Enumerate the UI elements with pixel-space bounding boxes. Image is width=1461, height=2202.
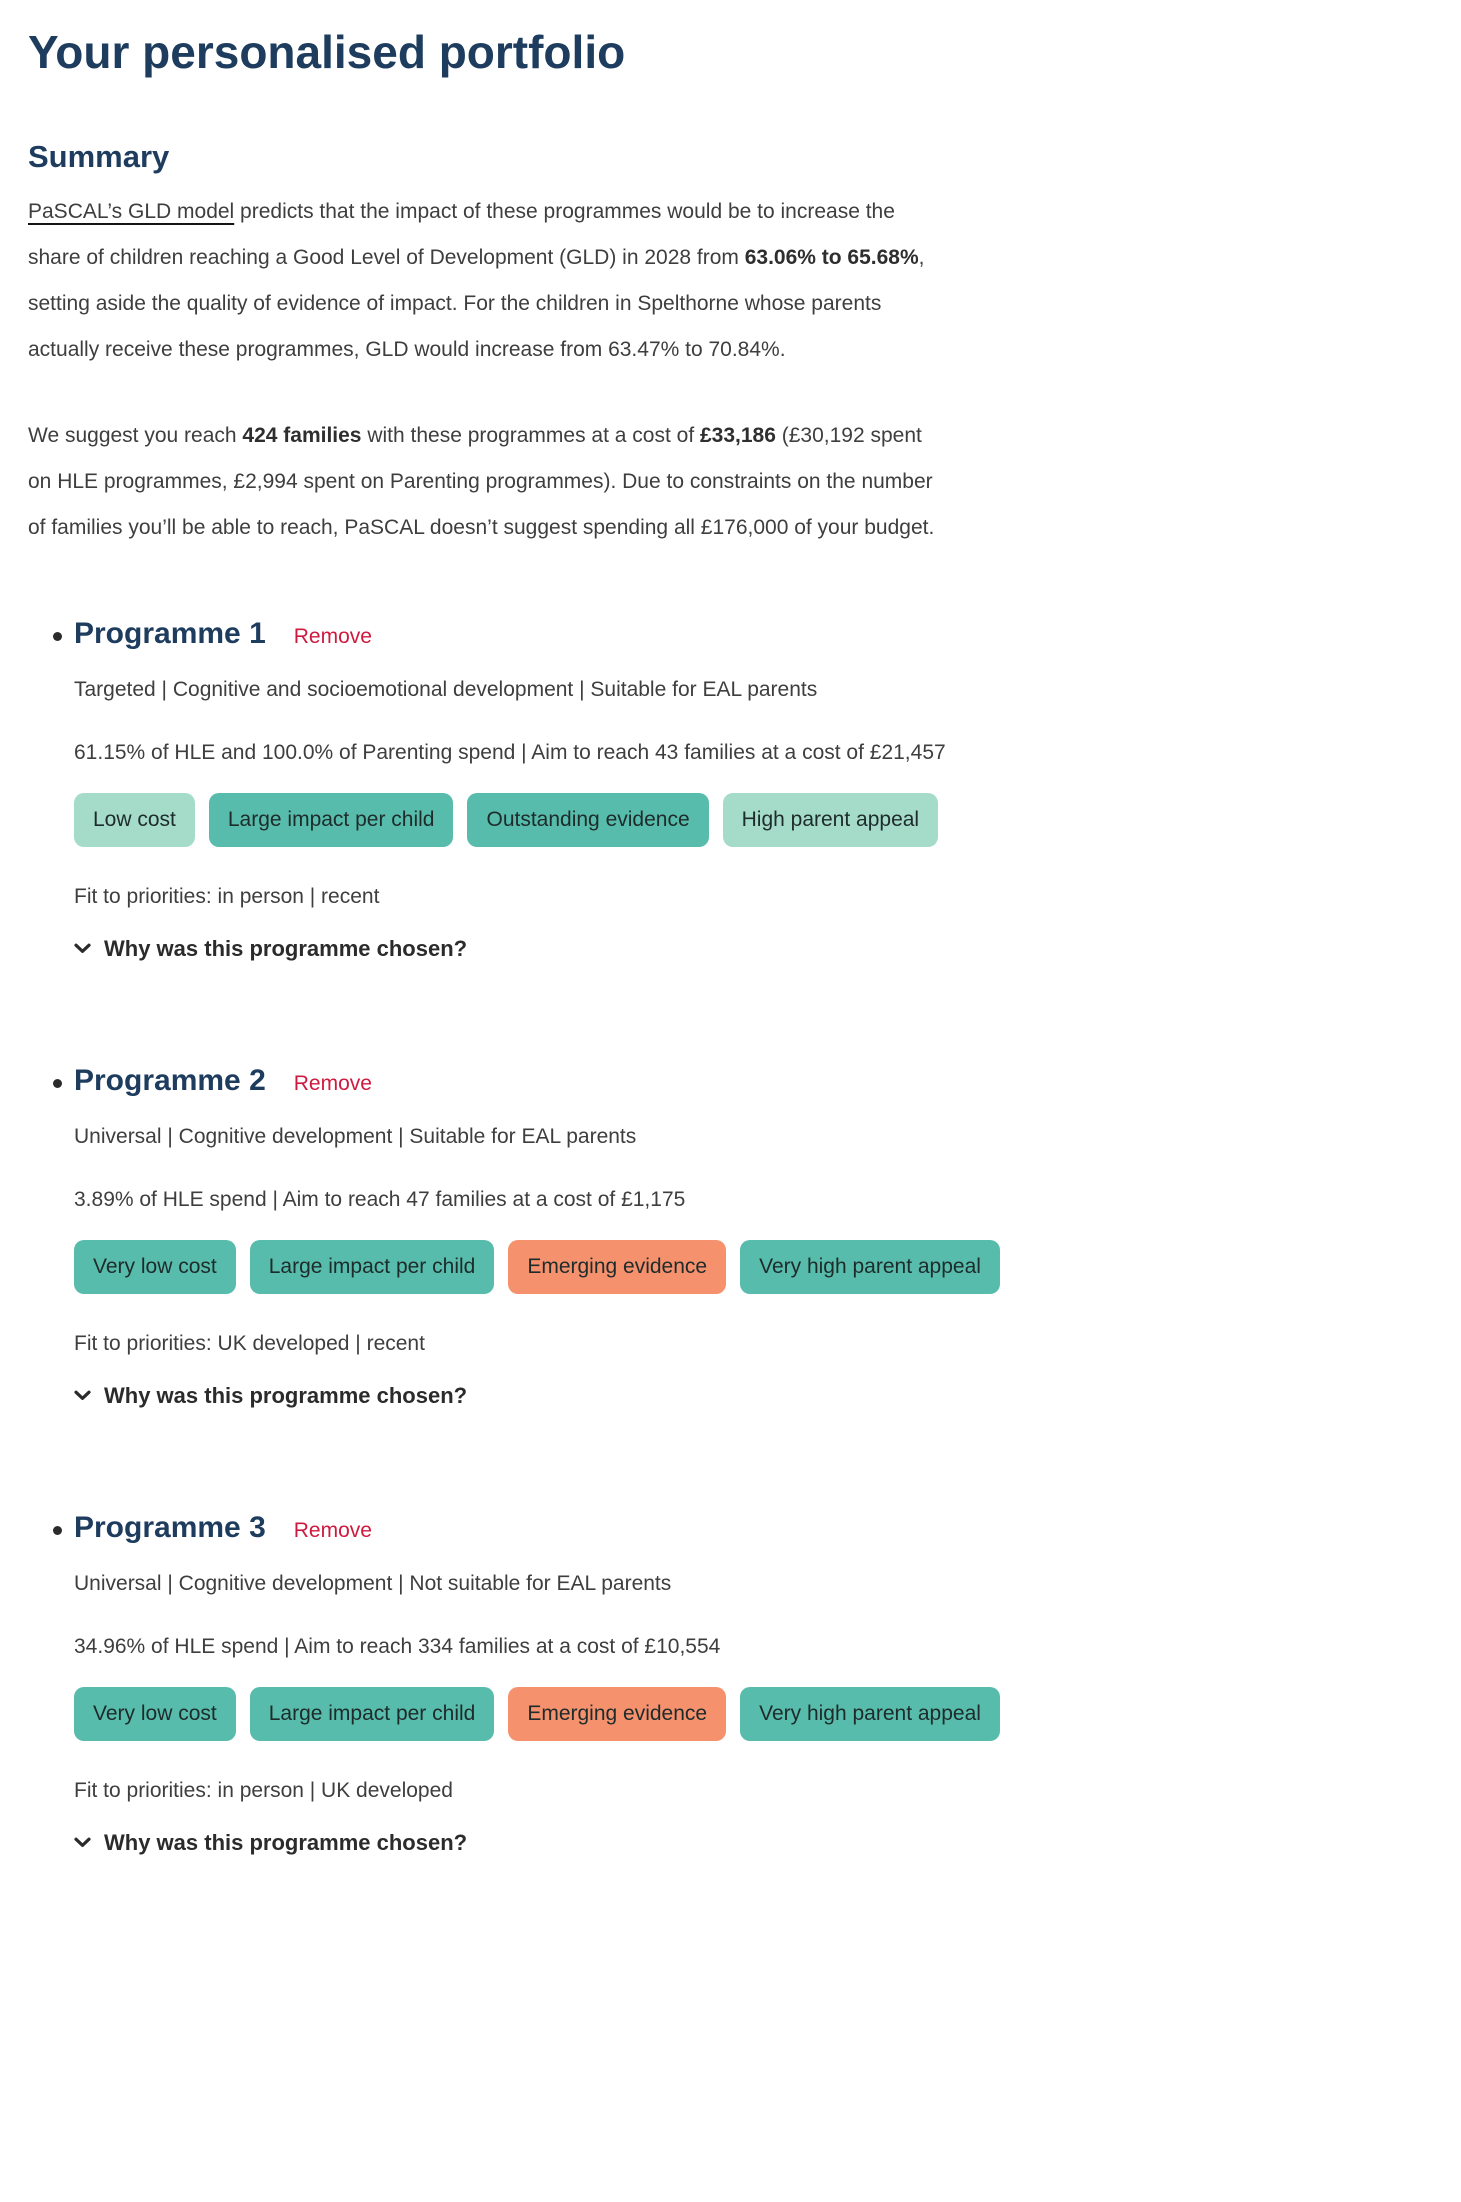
appeal-badge: Very high parent appeal <box>740 1240 1000 1294</box>
summary-text: predicts that the impact of these programmes would be to increase the share of children reaching a Good Level of Development (GLD) in 2028 from <box>28 199 895 269</box>
summary-text: We suggest you reach <box>28 423 243 447</box>
evidence-badge: Emerging evidence <box>508 1240 726 1294</box>
chevron-down-icon <box>74 1390 91 1401</box>
families-count-bold: 424 families <box>242 423 362 447</box>
evidence-badge: Outstanding evidence <box>467 793 708 847</box>
programme-header <box>74 1064 1421 1098</box>
summary-paragraph-1 <box>28 189 946 373</box>
fit-to-priorities: Fit to priorities: in person | UK developed <box>74 1778 453 1802</box>
programme-header <box>74 1511 1421 1545</box>
fit-to-priorities: Fit to priorities: UK developed | recent <box>74 1331 425 1355</box>
why-chosen-toggle[interactable] <box>74 1826 467 1860</box>
programme-item-2 <box>74 1064 1421 1413</box>
badge-row <box>74 793 1421 847</box>
chevron-down-icon <box>74 943 91 954</box>
why-chosen-toggle[interactable] <box>74 1379 467 1413</box>
remove-link[interactable]: Remove <box>293 624 372 648</box>
programme-list <box>28 617 1421 1860</box>
programme-spend: 61.15% of HLE and 100.0% of Parenting spend | Aim to reach 43 families at a cost of £21,457 <box>74 740 946 764</box>
why-chosen-label: Why was this programme chosen? <box>104 1829 468 1855</box>
summary-section <box>28 139 1421 551</box>
total-cost-bold: £33,186 <box>699 423 776 447</box>
cost-badge: Very low cost <box>74 1687 236 1741</box>
cost-badge: Very low cost <box>74 1240 236 1294</box>
fit-to-priorities: Fit to priorities: in person | recent <box>74 884 380 908</box>
why-chosen-label: Why was this programme chosen? <box>104 1382 468 1408</box>
programme-item-3 <box>74 1511 1421 1860</box>
remove-link[interactable]: Remove <box>293 1518 372 1542</box>
programme-spend: 34.96% of HLE spend | Aim to reach 334 families at a cost of £10,554 <box>74 1634 721 1658</box>
why-chosen-toggle[interactable] <box>74 932 467 966</box>
impact-badge: Large impact per child <box>250 1240 495 1294</box>
badge-row <box>74 1687 1421 1741</box>
programme-spend: 3.89% of HLE spend | Aim to reach 47 families at a cost of £1,175 <box>74 1187 686 1211</box>
summary-text: , setting aside the quality of evidence of impact. For the children in Spelthorne whose parents actually receive these programmes, GLD would increase from 63.47% to 70.84%. <box>28 245 925 361</box>
gld-model-link[interactable]: PaSCAL’s GLD model <box>28 199 235 223</box>
programme-item-1 <box>74 617 1421 966</box>
programme-title: Programme 1 <box>74 616 266 650</box>
programme-description: Targeted | Cognitive and socioemotional development | Suitable for EAL parents <box>74 677 818 701</box>
evidence-badge: Emerging evidence <box>508 1687 726 1741</box>
programme-description: Universal | Cognitive development | Not suitable for EAL parents <box>74 1571 672 1595</box>
programme-title: Programme 3 <box>74 1510 266 1544</box>
summary-text: (£30,192 spent on HLE programmes, £2,994 spent on Parenting programmes). Due to constraints on the number of families you’ll be able to reach, PaSCAL doesn’t suggest spending all £176,000 of your budget. <box>28 423 935 539</box>
page-title: Your personalised portfolio <box>28 26 626 78</box>
programme-description: Universal | Cognitive development | Suitable for EAL parents <box>74 1124 637 1148</box>
programme-header <box>74 617 1421 651</box>
why-chosen-label: Why was this programme chosen? <box>104 935 468 961</box>
programme-title: Programme 2 <box>74 1063 266 1097</box>
impact-badge: Large impact per child <box>250 1687 495 1741</box>
summary-paragraph-2 <box>28 413 946 551</box>
impact-badge: Large impact per child <box>209 793 454 847</box>
chevron-down-icon <box>74 1837 91 1848</box>
gld-increase-bold: 63.06% to 65.68% <box>744 245 919 269</box>
remove-link[interactable]: Remove <box>293 1071 372 1095</box>
appeal-badge: High parent appeal <box>723 793 938 847</box>
badge-row <box>74 1240 1421 1294</box>
appeal-badge: Very high parent appeal <box>740 1687 1000 1741</box>
summary-text: with these programmes at a cost of <box>361 423 700 447</box>
summary-heading: Summary <box>28 138 170 174</box>
cost-badge: Low cost <box>74 793 195 847</box>
